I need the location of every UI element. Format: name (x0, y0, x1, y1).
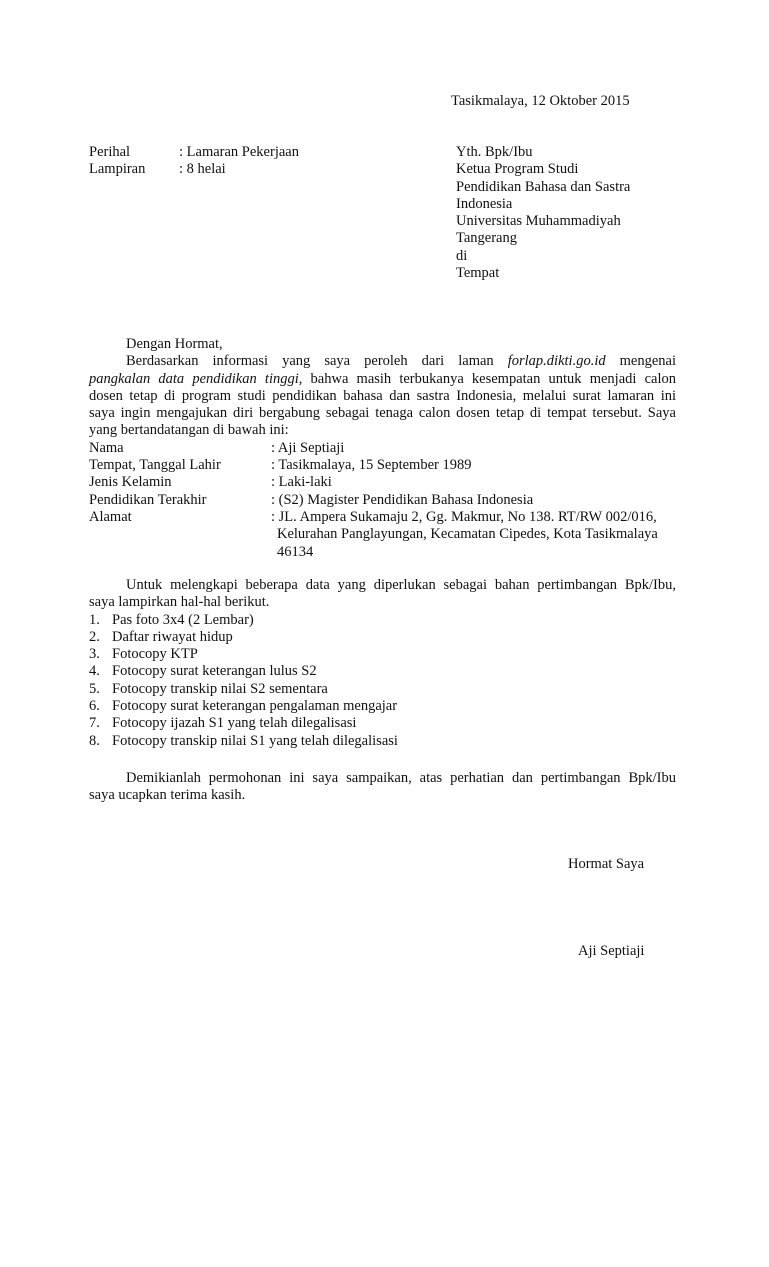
attach-intro-line-2: saya lampirkan hal-hal berikut. (89, 594, 270, 611)
perihal-label: Perihal (89, 144, 131, 160)
identity-label: Nama (89, 439, 124, 456)
list-number: 1. (89, 611, 100, 628)
intro-line-1 (89, 353, 676, 370)
list-text: Pas foto 3x4 (2 Lembar) (112, 611, 254, 628)
list-text: Fotocopy ijazah S1 yang telah dilegalisasi (112, 715, 357, 732)
address-line: 46134 (277, 543, 314, 560)
recipient-address (456, 144, 630, 282)
lampiran-label: Lampiran (89, 161, 146, 177)
salutation: Hormat Saya (568, 856, 645, 872)
address-continuation (89, 526, 676, 543)
recipient-line: Indonesia (456, 195, 513, 212)
list-item (89, 681, 676, 698)
identity-value: : Tasikmalaya, 15 September 1989 (271, 457, 472, 474)
greeting: Dengan Hormat, (126, 336, 223, 352)
recipient-line: Tempat (456, 265, 500, 282)
lampiran-value: : 8 helai (179, 161, 226, 177)
identity-value: : Aji Septiaji (271, 439, 345, 456)
intro-text: Berdasarkan informasi yang saya peroleh dari laman (126, 353, 508, 370)
recipient-line: Tangerang (456, 230, 517, 247)
recipient-line: Universitas Muhammadiyah (456, 213, 621, 230)
identity-value: : Laki-laki (271, 474, 332, 491)
address-continuation (89, 544, 676, 561)
list-item (89, 663, 676, 680)
list-text: Fotocopy transkip nilai S2 sementara (112, 680, 328, 697)
intro-line-5: yang bertandatangan di bawah ini: (89, 422, 289, 439)
signer-name: Aji Septiaji (578, 943, 645, 959)
identity-row (89, 457, 676, 474)
identity-label: Tempat, Tanggal Lahir (89, 457, 221, 474)
intro-italic: pangkalan data pendidikan tinggi, (89, 370, 303, 387)
list-number: 6. (89, 698, 100, 715)
list-item (89, 715, 676, 732)
recipient-line: Ketua Program Studi (456, 161, 579, 178)
identity-row (89, 474, 676, 491)
list-item (89, 646, 676, 663)
list-number: 7. (89, 715, 100, 732)
address-line: Kelurahan Panglayungan, Kecamatan Cipedes, Kota Tasikmalaya (277, 526, 658, 543)
intro-text: bahwa masih terbukanya kesempatan untuk menjadi calon (302, 370, 676, 387)
list-text: Daftar riwayat hidup (112, 628, 233, 645)
list-number: 5. (89, 680, 100, 697)
intro-line-4: saya ingin mengajukan diri bergabung sebagai tenaga calon dosen tetap di tempat tersebut. Saya (89, 405, 676, 422)
identity-value: : JL. Ampera Sukamaju 2, Gg. Makmur, No 138. RT/RW 002/016, (271, 508, 657, 525)
letter-body (89, 336, 676, 561)
recipient-line: Pendidikan Bahasa dan Sastra (456, 178, 631, 195)
list-text: Fotocopy KTP (112, 646, 198, 663)
recipient-line: di (456, 247, 468, 264)
attach-intro-line-1: Untuk melengkapi beberapa data yang diperlukan sebagai bahan pertimbangan Bpk/Ibu, (126, 577, 676, 593)
list-text: Fotocopy surat keterangan lulus S2 (112, 663, 317, 680)
recipient-line: Yth. Bpk/Ibu (456, 144, 533, 160)
website-link: forlap.dikti.go.id (507, 353, 606, 370)
list-item (89, 612, 676, 629)
intro-text: mengenai (605, 353, 676, 370)
identity-label: Jenis Kelamin (89, 474, 172, 491)
list-number: 4. (89, 663, 100, 680)
list-number: 8. (89, 732, 100, 749)
list-item (89, 698, 676, 715)
closing-paragraph (89, 770, 676, 805)
list-item (89, 629, 676, 646)
identity-value: : (S2) Magister Pendidikan Bahasa Indonesia (271, 491, 534, 508)
closing-line-1: Demikianlah permohonan ini saya sampaikan, atas perhatian dan pertimbangan Bpk/Ibu (126, 770, 676, 786)
identity-row (89, 509, 676, 526)
list-number: 2. (89, 628, 100, 645)
identity-row (89, 440, 676, 457)
list-item (89, 733, 676, 750)
identity-label: Pendidikan Terakhir (89, 491, 207, 508)
intro-line-3: dosen tetap di program studi pendidikan bahasa dan sastra Indonesia, melalui surat lamaran ini (89, 387, 676, 404)
intro-line-2 (89, 371, 676, 388)
list-text: Fotocopy surat keterangan pengalaman mengajar (112, 698, 398, 715)
identity-label: Alamat (89, 508, 132, 525)
place-date: Tasikmalaya, 12 Oktober 2015 (451, 93, 630, 109)
identity-row (89, 492, 676, 509)
attachments-section (89, 577, 676, 750)
perihal-value: : Lamaran Pekerjaan (179, 144, 299, 160)
list-number: 3. (89, 646, 100, 663)
closing-line-2: saya ucapkan terima kasih. (89, 787, 246, 804)
list-text: Fotocopy transkip nilai S1 yang telah dilegalisasi (112, 732, 398, 749)
